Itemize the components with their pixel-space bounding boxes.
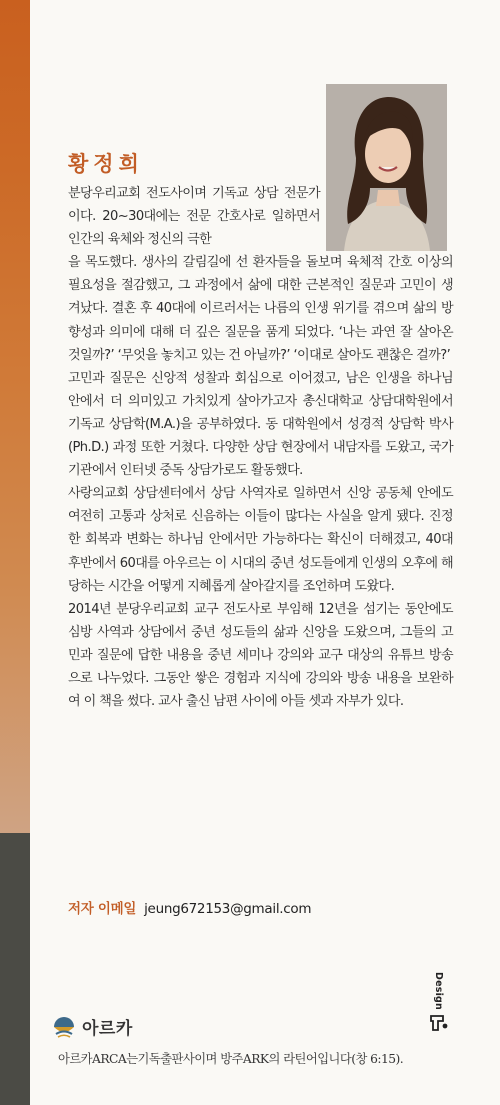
author-contact [68, 897, 311, 917]
publisher-tagline: 아르카ARCA는기독출판사이며 방주ARK의 라틴어입니다(창 6:15). [58, 1052, 404, 1066]
bio-intro-continued: 을 목도했다. 생사의 갈림길에 선 환자들을 돌보며 육체적 간호 이상의 필요성을 절감했고, 그 과정에서 삶에 대한 근본적인 질문과 고민이 생겨났다. 결혼 후 40대에 이르러서는 나름의 인생 위기를 겪으며 삶의 방향성과 의미에 대해 더 깊은 질문을 품게 되었다. ‘나는 과연 잘 살아온 것일까?’ ‘무엇을 놓치고 있는 건 아닐까?’ ‘이대로 살아도 괜찮은 걸까?’ [68, 255, 453, 363]
author-biography [68, 182, 453, 713]
email-label: 저자 이메일 [68, 901, 137, 917]
publisher-logo-icon [52, 1015, 76, 1039]
spine-dark-strip [0, 833, 30, 1105]
bio-paragraph-intro [68, 182, 453, 367]
spine-accent-strip [0, 0, 30, 833]
bio-paragraph-study: 고민과 질문은 신앙적 성찰과 회심으로 이어졌고, 남은 인생을 하나님 안에서 더 의미있고 가치있게 살아가고자 총신대학교 상담대학원에서 기독교 상담학(M.A.)을 공부하였다. 동 대학원에서 성경적 상담학 박사(Ph.D.) 과정 또한 거쳤다. 다양한 상담 현장에서 내담자를 도왔고, 국가기관에서 인터넷 중독 상담가로도 활동했다. [68, 370, 453, 479]
email-address[interactable]: jeung672153@gmail.com [144, 901, 312, 917]
design-credit [426, 972, 454, 1032]
bio-paragraph-ministry: 사랑의교회 상담센터에서 상담 사역자로 일하면서 신앙 공동체 안에도 여전히 고통과 상처로 신음하는 이들이 많다는 사실을 알게 됐다. 진정한 회복과 변화는 하나님 안에서만 가능하다는 확신이 더해졌고, 40대 후반에서 60대를 아우르는 이 시대의 중년 성도들에게 인생의 오후에 해당하는 시간을 어떻게 지혜롭게 살아갈지를 조언하며 도왔다. [68, 486, 453, 594]
designer-glyph-icon [429, 1014, 449, 1032]
publisher-name: 아르카 [82, 1019, 133, 1039]
bio-intro-beside-photo: 분당우리교회 전도사이며 기독교 상담 전문가이다. 20~30대에는 전문 간호사로 일하면서 인간의 육체와 정신의 극한 [68, 186, 320, 248]
author-name: 황정희 [68, 151, 144, 176]
publisher-logo [52, 1014, 133, 1039]
design-credit-word: Design [433, 972, 444, 1011]
bio-paragraph-current: 2014년 분당우리교회 교구 전도사로 부임해 12년을 섬기는 동안에도 심방 사역과 상담에서 중년 성도들의 삶과 신앙을 도왔으며, 그들의 고민과 질문에 답한 내용을 중년 세미나 강의와 교구 대상의 유튜브 방송으로 나누었다. 그동안 쌓은 경험과 지식에 강의와 방송 내용을 보완하여 이 책을 썼다. 교사 출신 남편 사이에 아들 셋과 자부가 있다. [68, 601, 453, 710]
